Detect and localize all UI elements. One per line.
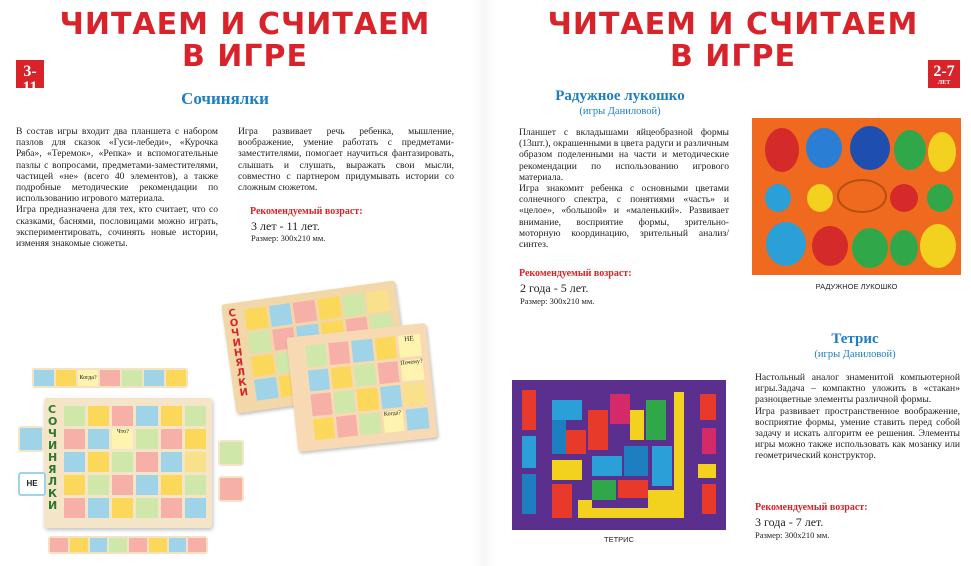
sochinyalki-age: 3 лет - 11 лет. <box>251 219 320 233</box>
sochinyalki-desc-col2: Игра развивает речь ребенка, мышление, воображение, умение работать с предметами-заместителями, помогает научиться фантазировать, слышать и слушать, выражать свои мысли, совместно с партнером придумывать истории со сложным сюжетом. <box>238 126 454 194</box>
sochinyalki-size: Размер: 300х210 мм. <box>251 233 326 243</box>
egg-red-bottom <box>812 226 848 266</box>
left-headline-line2: В ИГРЕ <box>181 39 308 74</box>
badge-age: 2-7 <box>933 63 955 80</box>
egg-darkblue <box>850 126 890 170</box>
right-headline-line1: ЧИТАЕМ И СЧИТАЕМ <box>547 7 919 42</box>
desc-paragraph: Настольный аналог знаменитой компьютерной игры.Задача – компактно уложить в «стакан» разноцветные элементы различной формы. <box>755 372 960 406</box>
loose-tile <box>218 476 244 502</box>
egg-green-bottom2 <box>890 230 918 266</box>
tetris-subtitle: (игры Даниловой) <box>814 349 896 360</box>
egg-yellow-small <box>807 184 833 212</box>
sochinyalki-photo <box>12 290 432 560</box>
tile-word: Когда? <box>78 370 98 386</box>
desc-paragraph: Планшет с вкладышами яйцеобразной формы (13шт.), окрашенными в цвета радуги и различным образом поделенными на части и методические рекомендации по использованию игрового материала. <box>519 127 729 183</box>
sochinyalki-title: Сочинялки <box>181 89 269 108</box>
board-vertical-word: СОЧИНЯЛКИ <box>48 403 58 512</box>
left-age-badge <box>16 60 44 102</box>
egg-red-small <box>890 184 918 212</box>
rainbow-age: 2 года - 5 лет. <box>520 281 589 295</box>
loose-tile <box>18 426 44 452</box>
tetris-pieces <box>512 380 726 530</box>
rainbow-title: Радужное лукошко <box>555 88 685 104</box>
board-vertical-word: СОЧИНЯЛКИ <box>227 307 249 399</box>
egg-yellow-bottom <box>920 224 956 268</box>
egg-green-bottom <box>852 228 888 268</box>
desc-paragraph: Игра предназначена для тех, кто считает, что со сказками, баснями, пословицами можно играть, экспериментировать, сочинять новые истории, изменяя знакомые сюжеты. <box>16 204 218 250</box>
tile-word: Почему? <box>400 358 424 382</box>
tetris-rec-label: Рекомендуемый возраст: <box>755 502 868 513</box>
egg-blue-bottom <box>766 222 806 266</box>
puzzle-strip-bottom <box>48 536 208 554</box>
left-headline-line1: ЧИТАЕМ И СЧИТАЕМ <box>59 7 431 42</box>
board-rows <box>305 334 429 441</box>
rainbow-desc <box>519 127 729 250</box>
desc-paragraph: В состав игры входит два планшета с набором пазлов для сказок «Гуси-лебеди», «Курочка Ряба», «Теремок», «Репка» и вспомогательные пазлы с вопросами, предметами-заместителями, частицей «не» (всего 40 элементов), а также подробные методические рекомендации по использованию игрового материала. <box>16 126 218 205</box>
rainbow-board-photo <box>752 118 961 275</box>
tile-word: Когда? <box>382 409 404 432</box>
rainbow-eggs <box>752 118 961 275</box>
right-headline-line2: В ИГРЕ <box>669 39 796 74</box>
rainbow-subtitle: (игры Даниловой) <box>579 106 661 117</box>
game-board-main <box>44 398 212 528</box>
puzzle-strip-top <box>32 368 188 388</box>
right-age-badge <box>928 60 960 88</box>
desc-paragraph: Игра развивает пространственное воображение, восприятие формы, умение ставить перед собой задачу и искать алгоритм ее решения. Элементы игры можно также использовать как мозанку или геометрический конструктор. <box>755 405 960 462</box>
egg-outline <box>838 180 886 212</box>
sochinyalki-rec-label: Рекомендуемый возраст: <box>250 206 363 217</box>
rainbow-caption: РАДУЖНОЕ ЛУКОШКО <box>815 282 898 291</box>
tetris-desc <box>755 372 960 462</box>
sochinyalki-desc-col1 <box>16 126 218 249</box>
egg-yellow <box>928 132 956 172</box>
page-gutter <box>472 0 496 566</box>
tetris-title: Тетрис <box>831 331 879 347</box>
tetris-age: 3 года - 7 лет. <box>755 515 824 529</box>
loose-tile: НЕ <box>18 472 46 496</box>
egg-green-small <box>927 184 953 212</box>
rainbow-rec-label: Рекомендуемый возраст: <box>519 268 632 279</box>
board-rows <box>64 406 206 518</box>
egg-green <box>894 130 926 170</box>
tetris-caption: ТЕТРИС <box>604 535 634 544</box>
tetris-board-photo <box>512 380 726 530</box>
egg-blue <box>806 128 842 168</box>
rainbow-size: Размер: 300х210 мм. <box>520 296 595 306</box>
game-board-front-right <box>286 323 437 452</box>
loose-tile <box>218 440 244 466</box>
tetris-size: Размер: 300х210 мм. <box>755 530 830 540</box>
badge-age: 3-11 <box>22 63 38 96</box>
egg-skyblue <box>765 184 791 212</box>
badge-unit: ЛЕТ <box>23 96 37 102</box>
tile-word: НЕ <box>397 334 421 358</box>
tile-word: Что? <box>112 429 133 449</box>
egg-red <box>765 128 799 172</box>
badge-unit: ЛЕТ <box>937 80 951 86</box>
desc-paragraph: Игра знакомит ребенка с основными цветами солнечного спектра, с понятиями «часть» и «целое», «большой» и «маленький». Развивает внимание, восприятие формы, зрительно-моторную координацию, зрительный анализ/синтез. <box>519 183 729 251</box>
